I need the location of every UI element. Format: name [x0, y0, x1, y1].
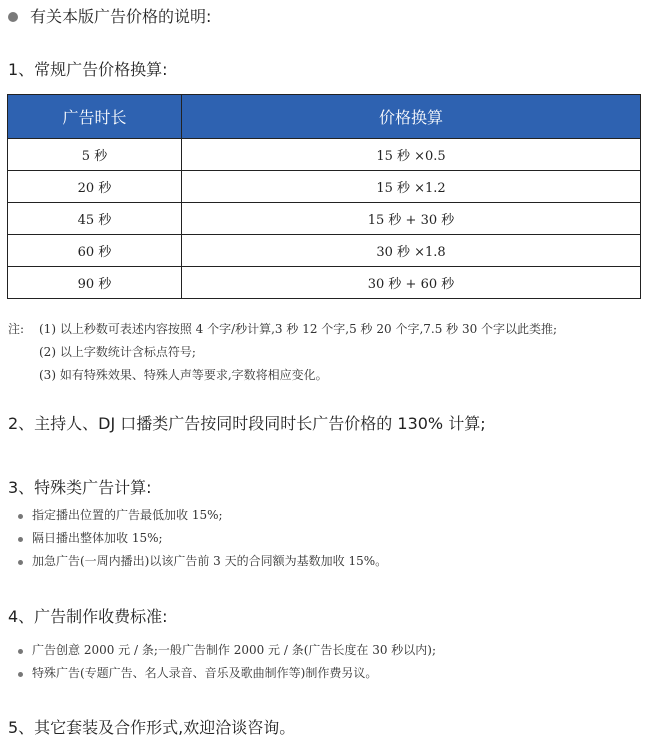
note-text: (2) 以上字数统计含标点符号; — [39, 345, 196, 359]
list-item — [16, 504, 387, 527]
duration-cell: 90 秒 — [8, 267, 182, 299]
bullet-icon — [18, 514, 23, 519]
section3-heading: 3、特殊类广告计算: — [8, 478, 152, 497]
list-item-text: 特殊广告(专题广告、名人录音、音乐及歌曲制作等)制作费另议。 — [32, 666, 378, 680]
list-item-text: 广告创意 2000 元 / 条;一般广告制作 2000 元 / 条(广告长度在 30 秒以内); — [32, 643, 437, 657]
price-cell: 30 秒 ×1.8 — [182, 235, 641, 267]
list-item — [16, 550, 387, 573]
header-duration: 广告时长 — [8, 95, 182, 139]
price-cell: 15 秒 ×1.2 — [182, 171, 641, 203]
list-item — [16, 662, 436, 685]
duration-cell: 45 秒 — [8, 203, 182, 235]
note-text: (3) 如有特殊效果、特殊人声等要求,字数将相应变化。 — [39, 368, 328, 382]
duration-cell: 20 秒 — [8, 171, 182, 203]
note-text: (1) 以上秒数可表述内容按照 4 个字/秒计算,3 秒 12 个字,5 秒 20 个字,7.5 秒 30 个字以此类推; — [39, 322, 558, 336]
list-item — [16, 639, 436, 662]
list-item — [16, 527, 387, 550]
price-table — [7, 94, 641, 299]
table-header-row — [8, 95, 641, 139]
section2-heading: 2、主持人、DJ 口播类广告按同时段同时长广告价格的 130% 计算; — [8, 414, 486, 433]
table-row — [8, 267, 641, 299]
section1-heading: 1、常规广告价格换算: — [8, 60, 168, 79]
duration-cell: 5 秒 — [8, 139, 182, 171]
table-row — [8, 139, 641, 171]
price-cell: 15 秒 + 30 秒 — [182, 203, 641, 235]
page-title: 有关本版广告价格的说明: — [30, 7, 212, 26]
price-cell: 30 秒 + 60 秒 — [182, 267, 641, 299]
list-item-text: 隔日播出整体加收 15%; — [32, 531, 163, 545]
bullet-icon — [18, 537, 23, 542]
note-prefix: 注: — [8, 322, 25, 336]
list-item-text: 指定播出位置的广告最低加收 15%; — [32, 508, 223, 522]
header-price: 价格换算 — [182, 95, 641, 139]
table-row — [8, 203, 641, 235]
duration-cell: 60 秒 — [8, 235, 182, 267]
list-item-text: 加急广告(一周内播出)以该广告前 3 天的合同额为基数加收 15%。 — [32, 554, 388, 568]
table-row — [8, 171, 641, 203]
bullet-icon — [18, 672, 23, 677]
section4-heading: 4、广告制作收费标准: — [8, 607, 168, 626]
price-cell: 15 秒 ×0.5 — [182, 139, 641, 171]
title-bullet-icon — [8, 12, 18, 22]
section3-list — [16, 504, 387, 573]
section4-list — [16, 639, 436, 685]
section5-heading: 5、其它套装及合作形式,欢迎洽谈咨询。 — [8, 718, 296, 737]
bullet-icon — [18, 649, 23, 654]
bullet-icon — [18, 560, 23, 565]
table-row — [8, 235, 641, 267]
